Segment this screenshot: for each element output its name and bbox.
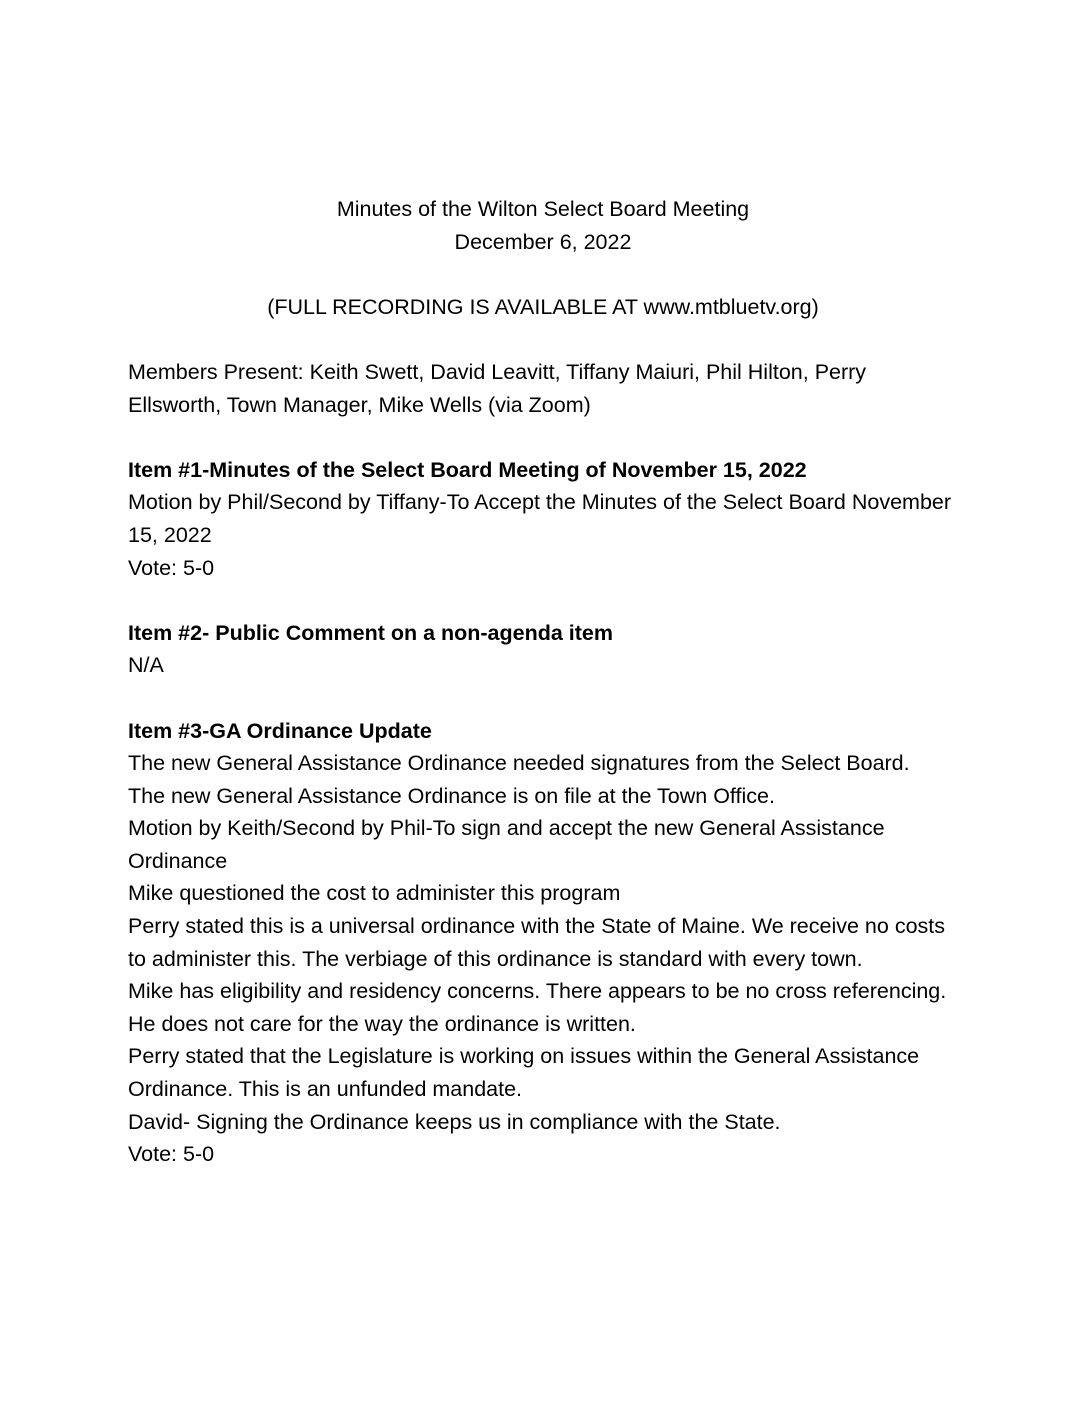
item-line: Motion by Phil/Second by Tiffany-To Accept the Minutes of the Select Board November 15, 2022	[128, 490, 952, 547]
item-heading: Item #2- Public Comment on a non-agenda item	[128, 620, 614, 645]
item-line: N/A	[128, 653, 164, 678]
item-line: The new General Assistance Ordinance is on file at the Town Office.	[128, 783, 775, 808]
agenda-item-1	[128, 454, 958, 584]
spacer	[128, 258, 958, 291]
vote-result: Vote: 5-0	[128, 1142, 215, 1167]
agenda-item-2	[128, 617, 958, 682]
spacer	[128, 323, 958, 356]
vote-result: Vote: 5-0	[128, 555, 215, 580]
agenda-item-3	[128, 715, 958, 1171]
item-line: The new General Assistance Ordinance needed signatures from the Select Board.	[128, 751, 910, 776]
document-body	[128, 193, 958, 1171]
item-line: David- Signing the Ordinance keeps us in compliance with the State.	[128, 1109, 781, 1134]
spacer	[128, 421, 958, 454]
spacer	[128, 584, 958, 617]
members-present: Members Present: Keith Swett, David Leavitt, Tiffany Maiuri, Phil Hilton, Perry Ellsworth, Town Manager, Mike Wells (via Zoom)	[128, 359, 867, 417]
item-line: Perry stated that the Legislature is working on issues within the General Assistance Ordinance. This is an unfunded mandate.	[128, 1044, 920, 1102]
spacer	[128, 682, 958, 715]
item-heading: Item #1-Minutes of the Select Board Meeting of November 15, 2022	[128, 457, 807, 482]
document-title: Minutes of the Wilton Select Board Meeting	[336, 197, 750, 221]
item-line: Motion by Keith/Second by Phil-To sign and accept the new General Assistance Ordinance	[128, 816, 885, 873]
document-header	[128, 193, 958, 323]
item-line: Perry stated this is a universal ordinance with the State of Maine. We receive no costs to administer this. The verbiage of this ordinance is standard with every town.	[128, 914, 945, 971]
item-line: Mike questioned the cost to administer this program	[128, 881, 621, 906]
item-heading: Item #3-GA Ordinance Update	[128, 718, 432, 743]
recording-note: (FULL RECORDING IS AVAILABLE AT www.mtbluetv.org)	[267, 294, 819, 319]
meeting-date: December 6, 2022	[454, 229, 632, 254]
item-line: Mike has eligibility and residency concerns. There appears to be no cross referencing. He does not care for the way the ordinance is written.	[128, 979, 947, 1036]
